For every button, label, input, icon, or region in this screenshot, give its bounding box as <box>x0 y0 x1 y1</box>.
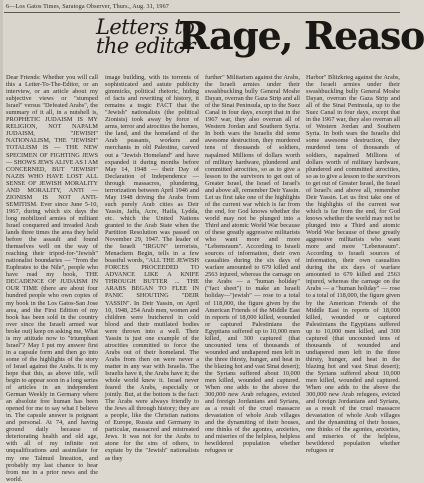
headline: Rage, Reaso <box>178 13 424 58</box>
page-edge <box>0 0 3 400</box>
page-folio: 6—Los Gatos Times, Saratoga Observer, Thurs., Aug. 31, 1967 <box>6 3 169 10</box>
column-4-text: Harbor" Blitzkrieg against the Arabs, the Israeli armies under their swashbuckling bully General Moshe Dayan, overran the Gaza Strip and all of the Sinai Peninsula, up to the Suez Canal in four days, except that in the 1967 war, they also overran all of Western Jordan and Southern Syria. In both wars the Israelis did some awesome destruction, they murdered tens of thousands of soldiers, napalmed Millions of dollars worth of military hardware, plundered and committed atrocities, so as to give a lesson to the survivors to get out of Greater Israel, the Israel of Israel's and above all, remember Deir Yassin. Let us first take one of the highlights of the current war which is far from the end, for God knows whether the world may not be plunged into a Third and atomic World War because of these greatly aggressive militarists who want more and more "Lebensraum". According to Israeli sources of information, their own casualties during the six days of warfare amounted to 679 killed and 2563 injured, whereas the carnage on the Arabs — a "human holiday" — rose to a total of 118,000, the figure given by the American Friends of the Middle East in reports of 18,000 killed, wounded or captured Palestinians the Egyptians suffered up to 10,000 men killed, and 300 captured (that uncounted tens of thousands of wounded and undiapered men left in the three thirsty, hunger, and heat in the blazing hot and vast Sinai desert); the Syrians suffered about 10,000 men killed, wounded and captured. When one adds to the above the 300,000 new Arab refugees, evicted and foreign Jordanians and Syrians, as a result of the cruel massacre devastation of whole Arab villages and the dynamiting of their houses, one thinks of the agonies, anxieties, and miseries of the helpless, bewildered population whether refugees or <box>306 74 400 455</box>
text-column-2 <box>105 74 199 462</box>
column-3-text: further" Militarism against the Arabs, the Israeli armies under their swashbuckling bully General Moshe Dayan, overran the Gaza Strip and all of the Sinai Peninsula, up to the Suez Canal in four days, except that in the 1967 war, they also overran all of Western Jordan and Southern Syria. In both wars the Israelis did some awesome destruction, they murdered tens of thousands of soldiers, napalmed Millions of dollars worth of military hardware, plundered and committed atrocities, so as to give a lesson to the survivors to get out of Greater Israel, the Israel of Israel's and above all, remember Deir Yassin. Let us first take one of the highlights of the current war which is far from the end, for God knows whether the world may not be plunged into a Third and atomic World War because of these greatly aggressive militarists who want more and more "Lebensraum". According to Israeli sources of information, their own casualties during the six days of warfare amounted to 679 killed and 2563 injured, whereas the carnage on the Arabs — a "human holiday" ("fact sheet") to make an Israeli holiday—"jewish" — rose to a total of 118,000, the figure given by the American Friends of the Middle East in reports of 18,000 killed, wounded or captured Palestinians the Egyptians suffered up to 10,000 men killed, and 300 captured (that uncounted tens of thousands of wounded and undiapered men left in the three thirsty, hunger, and heat in the blazing hot and vast Sinai desert); the Syrians suffered about 10,000 men killed, wounded and captured. When one adds to the above the 300,000 new Arab refugees, evicted and foreign Jordanians and Syrians, as a result of the cruel massacre devastation of whole Arab villages and the dynamiting of their houses, one thinks of the agonies, anxieties, and miseries of the helpless, helpless bewildered population whether refugees or <box>205 74 300 455</box>
text-column-1 <box>6 74 98 483</box>
text-column-3 <box>205 74 300 455</box>
kicker-line-1: Letters to <box>96 15 195 39</box>
kicker-line-2: the editor <box>96 34 195 58</box>
column-2-text: image building, with its torrents of sophisticated and astute publicity gimmicks, political rhetoric, hiding of facts and rewriting of history, it remains a tragic FACT that the "Jewish" nationalists (the political Zionists) took away by force of arms, terror and atrocities the homes, the land, and the homeland of the Arab peasants, workers and merchants in old Palestine, carved out a "Jewish Homeland" and have expanded it during months before May 14, 1948 — their Day of Declaration of Independence — through massacres, plundering, terrorization between April 1946 and May 1948 driving the Arabs from such purely Arab cities as Deir Yassin, Jaffa, Acre, Haifa, Lydda, etc. which the United Nations granted to the Arab State when the Partition Resolution was passed on November 29, 1947. The leader of the Israeli "IRGUN" terrorists, Menachem Begin, tells in a few boastful words, "ALL THE JEWISH FORCES PROCEEDED TO ADVANCE LIKE A KNIFE THROUGH BUTTER ... THE ARABS BEGAN TO FLEE IN PANIC SHOUTING "DEIR YASSIN". In Deir Yassin, on April 10, 1948, 254 Arab men, women and children were butchered in cold blood and their mutilated bodies were thrown into a well. Their Yassin is just one example of the atrocities committed to force the Arabs out of their homeland. The Arabs from then on were never a matter in any war with Israelis. The Israelis have it, the Arabs have it; the whole world knew it. Israel never feared the Arabs, especially or jointly. But, at the bottom is the fact: The Arabs were always friendly to the Jews all through history; they are a people, like the Christian nations of Europe, Russia and Germany in particular, massacred and mistreated Jews. It was not for the Arabs to atone for the sins of others, to expiate by the "Jewish" nationalists as they <box>105 74 199 462</box>
text-column-4 <box>306 74 400 455</box>
section-kicker <box>96 15 195 58</box>
column-1-text: Dear Friends: Whether you will call this a Letter-To-The-Editor, or an interview, or an article about my subjective views or "stumped Israel" versus "Defeated Arabs", the summary of it all, in a nutshell is, PROPHETIC JUDAISM IS MY RELIGION, NOT NAPALM JUDAISM, "JEWISH" NATIONALISM, THE "JEWISH" TOTALISM IS — THE NEW SPECIMEN OF FIGHTING JEWS — SHOWS JEWS ALIVE AS I AM CONCERNED, BUT "JEWISH" NAZIS WHO HAVE LOST ALL SENSE OF JEWISH MORALITY AND MORALITY, ANTI — ZIONISM IS NOT ANTI-SEMITISM. Ever since June 5-10, 1967, during which six days the long mobilized armies of militant Israel conquered and invaded Arab lands three times the area they held before the assault and found themselves well on the way of reaching their tripod-for-"Jewish" nationalist boundaries — "from the Euphrates to the Nile", people who have read my book, THE DECADENCE OF JUDAISM IN OUR TIME (there are about four hundred people who own copies of my book in the Los Gatos-San Jose area, and the First Edition of my book has been sold in the country over since the Israeli armed war broke out) keep on asking me, What is my attitude now to "triumphant Israel"? May I put my answer first in a capsule form and then go into some of the highlights of the story of Israel against the Arabs. It is my hope that this, as above title, will begin to appear soon in a long series of articles in an independent German Weekly in Germany where an absolute free human has been opened for me to say what I believe in. The capsule answer is poignant and personal. At 74, and having ground daily because of deteriorating health and old age, with all of my infinite not unqualifications and assimilate for my one Talmud lineation, and probably my last chance to hear from me in a prior news and the world. <box>6 74 98 483</box>
